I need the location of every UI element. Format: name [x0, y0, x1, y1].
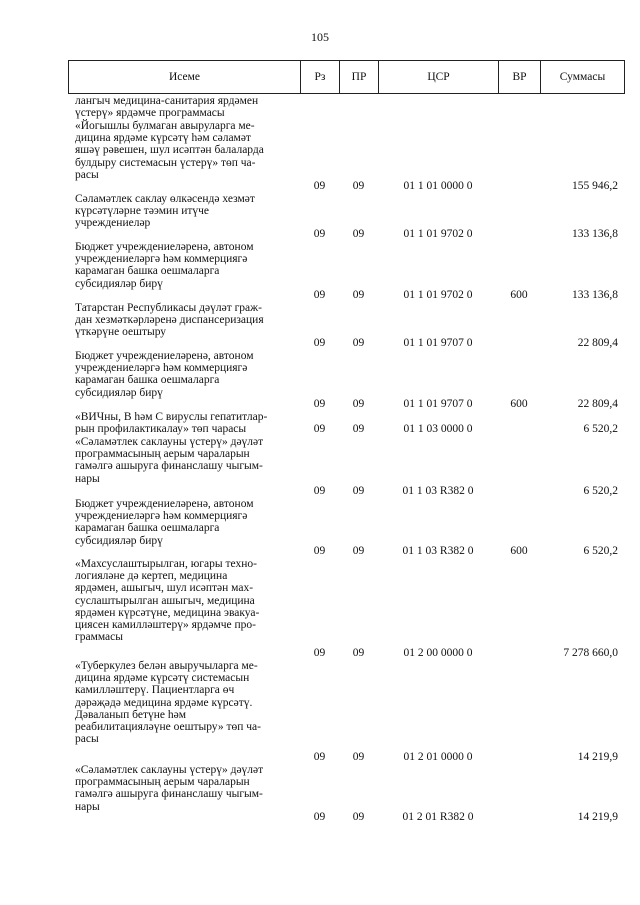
row-name: «ВИЧны, В һәм С вируслы гепатитлар- рын профилактикалау» төп чарасы	[75, 411, 268, 436]
row-sum: 6 520,2	[583, 485, 618, 497]
row-rz: 09	[313, 398, 326, 410]
table-row	[0, 241, 640, 302]
row-pr: 09	[352, 180, 365, 192]
row-sum: 22 809,4	[577, 337, 618, 349]
row-csr: 01 1 03 R382 0	[402, 545, 474, 557]
row-csr: 01 1 01 9707 0	[403, 398, 473, 410]
row-pr: 09	[352, 398, 365, 410]
column-header-rz: Рз	[301, 61, 340, 93]
row-csr: 01 1 01 9707 0	[403, 337, 473, 349]
table-row	[0, 558, 640, 660]
row-sum: 133 136,8	[572, 228, 618, 240]
table-row	[0, 120, 640, 193]
row-name: «Туберкулез белән авыручыларга ме- дицина ярдәме күрсәтү системасын камилләштерү. Пациентларга өч дәрәҗәдә медицина ярдәме күрсәтү. Дәваланып бетүне һәм реабилитацияләүне оештыру» төп ча- расы	[75, 660, 261, 746]
row-sum: 14 219,9	[577, 751, 618, 763]
row-pr: 09	[352, 647, 365, 659]
row-sum: 7 278 660,0	[563, 647, 618, 659]
row-sum: 22 809,4	[577, 398, 618, 410]
row-rz: 09	[313, 180, 326, 192]
row-pr: 09	[352, 485, 365, 497]
column-header-pr: ПР	[340, 61, 379, 93]
row-csr: 01 2 01 R382 0	[402, 811, 474, 823]
row-csr: 01 1 03 R382 0	[402, 485, 474, 497]
table-row	[0, 436, 640, 498]
column-header-csr: ЦСР	[379, 61, 499, 93]
table-header	[68, 60, 625, 94]
table-row	[0, 193, 640, 241]
row-csr: 01 1 01 9702 0	[403, 289, 473, 301]
row-rz: 09	[313, 485, 326, 497]
row-vr: 600	[510, 289, 528, 301]
row-vr: 600	[510, 545, 528, 557]
row-rz: 09	[313, 751, 326, 763]
row-vr: 600	[510, 398, 528, 410]
table-row	[0, 660, 640, 764]
row-rz: 09	[313, 337, 326, 349]
row-name: Бюджет учреждениеләренә, автоном учреждениеләргә һәм коммерциягә карамаган башка оешмаларга субсидияләр бирү	[75, 498, 254, 547]
page-number: 105	[311, 30, 329, 44]
row-rz: 09	[313, 647, 326, 659]
column-header-sum: Суммасы	[559, 71, 606, 83]
row-csr: 01 1 03 0000 0	[403, 423, 473, 435]
row-name: Сәламәтлек саклау өлкәсендә хезмәт күрсәтүләрне тәэмин итүче учреждениеләр	[75, 193, 255, 230]
row-pr: 09	[352, 751, 365, 763]
row-name: «Сәламәтлек саклауны үстерү» дәүләт программасының аерым чараларын гамәлгә ашыруга финанслашу чыгым- нары	[75, 764, 264, 813]
row-pr: 09	[352, 228, 365, 240]
row-name: «Сәламәтлек саклауны үстерү» дәүләт программасының аерым чараларын гамәлгә ашыруга финанслашу чыгым- нары	[75, 436, 264, 485]
row-rz: 09	[313, 423, 326, 435]
table-row	[0, 764, 640, 824]
row-csr: 01 1 01 0000 0	[403, 180, 473, 192]
table-row	[0, 350, 640, 411]
row-csr: 01 2 01 0000 0	[403, 751, 473, 763]
row-name: Бюджет учреждениеләренә, автоном учреждениеләргә һәм коммерциягә карамаган башка оешмаларга субсидияләр бирү	[75, 350, 254, 399]
table-row	[0, 302, 640, 350]
row-pr: 09	[352, 337, 365, 349]
row-name: лангыч медицина-санитария ярдәмен үстерү» ярдәмче программасы	[75, 95, 259, 120]
table-row	[0, 411, 640, 436]
row-sum: 155 946,2	[572, 180, 618, 192]
row-pr: 09	[352, 811, 365, 823]
row-name: Бюджет учреждениеләренә, автоном учреждениеләргә һәм коммерциягә карамаган башка оешмаларга субсидияләр бирү	[75, 241, 254, 290]
row-rz: 09	[313, 545, 326, 557]
row-name: «Махсуслаштырылган, югары техно- логияләне дә кертеп, медицина ярдәмен, ашыгыч, шул исәптән мах- суслаштырылган ашыгыч, медицина ярдәмен күрсәтүне, медицина эвакуа- циясен камилләштерү» ярдәмче про- граммасы	[75, 558, 260, 644]
row-name: Татарстан Республикасы дәүләт граж- дан хезмәткәрләренә диспансеризация үткәрүне оештыру	[75, 302, 264, 339]
column-header-vr: ВР	[499, 61, 541, 93]
row-pr: 09	[352, 545, 365, 557]
row-rz: 09	[313, 228, 326, 240]
table-row	[0, 498, 640, 558]
row-sum: 133 136,8	[572, 289, 618, 301]
row-sum: 6 520,2	[583, 423, 618, 435]
row-sum: 14 219,9	[577, 811, 618, 823]
row-sum: 6 520,2	[583, 545, 618, 557]
row-name: «Йогышлы булмаган авыруларга ме- дицина ярдәме күрсәтү һәм сәламәт яшәү рәвешен, шул исәптән балаларда булдыру системасын үстерү» төп ча- расы	[75, 120, 264, 181]
row-pr: 09	[352, 289, 365, 301]
row-rz: 09	[313, 289, 326, 301]
row-csr: 01 2 00 0000 0	[403, 647, 473, 659]
row-pr: 09	[352, 423, 365, 435]
column-header-name: Исеме	[69, 61, 301, 93]
row-csr: 01 1 01 9702 0	[403, 228, 473, 240]
row-rz: 09	[313, 811, 326, 823]
table-row	[0, 95, 640, 120]
